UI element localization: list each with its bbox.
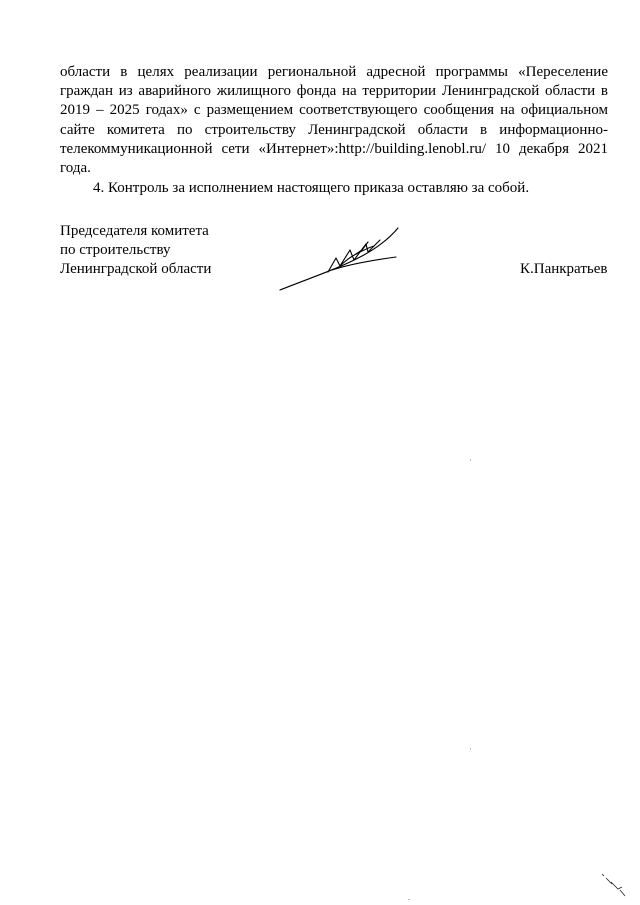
signatory-name: К.Панкратьев: [520, 261, 608, 277]
item-4-paragraph: 4. Контроль за исполнением настоящего приказа оставляю за собой.: [93, 180, 530, 197]
handwritten-signature: [270, 220, 410, 300]
document-body: [60, 63, 608, 198]
paragraph-line: граждан из аварийного жилищного фонда на территории Ленинградской области в: [60, 83, 608, 100]
paragraph-line: сайте комитета по строительству Ленинградской области в информационно-: [60, 121, 608, 138]
position-line: Председателя комитета: [60, 223, 209, 239]
paragraph-line: года.: [60, 160, 91, 177]
scan-dot: [408, 899, 410, 900]
position-line: по строительству: [60, 242, 171, 258]
paragraph-line: 2019 – 2025 годах» с размещением соответствующего сообщения на официальном: [60, 102, 608, 119]
scan-artifact: [598, 862, 632, 900]
signatory-position: [60, 222, 211, 279]
paragraph-line: области в целях реализации региональной адресной программы «Переселение: [60, 64, 608, 80]
position-line: Ленинградской области: [60, 261, 212, 277]
paragraph-line: телекоммуникационной сети «Интернет»:http://building.lenobl.ru/ 10 декабря 2021: [60, 140, 608, 157]
scan-dot: [470, 748, 471, 750]
scan-dot: [470, 459, 471, 461]
